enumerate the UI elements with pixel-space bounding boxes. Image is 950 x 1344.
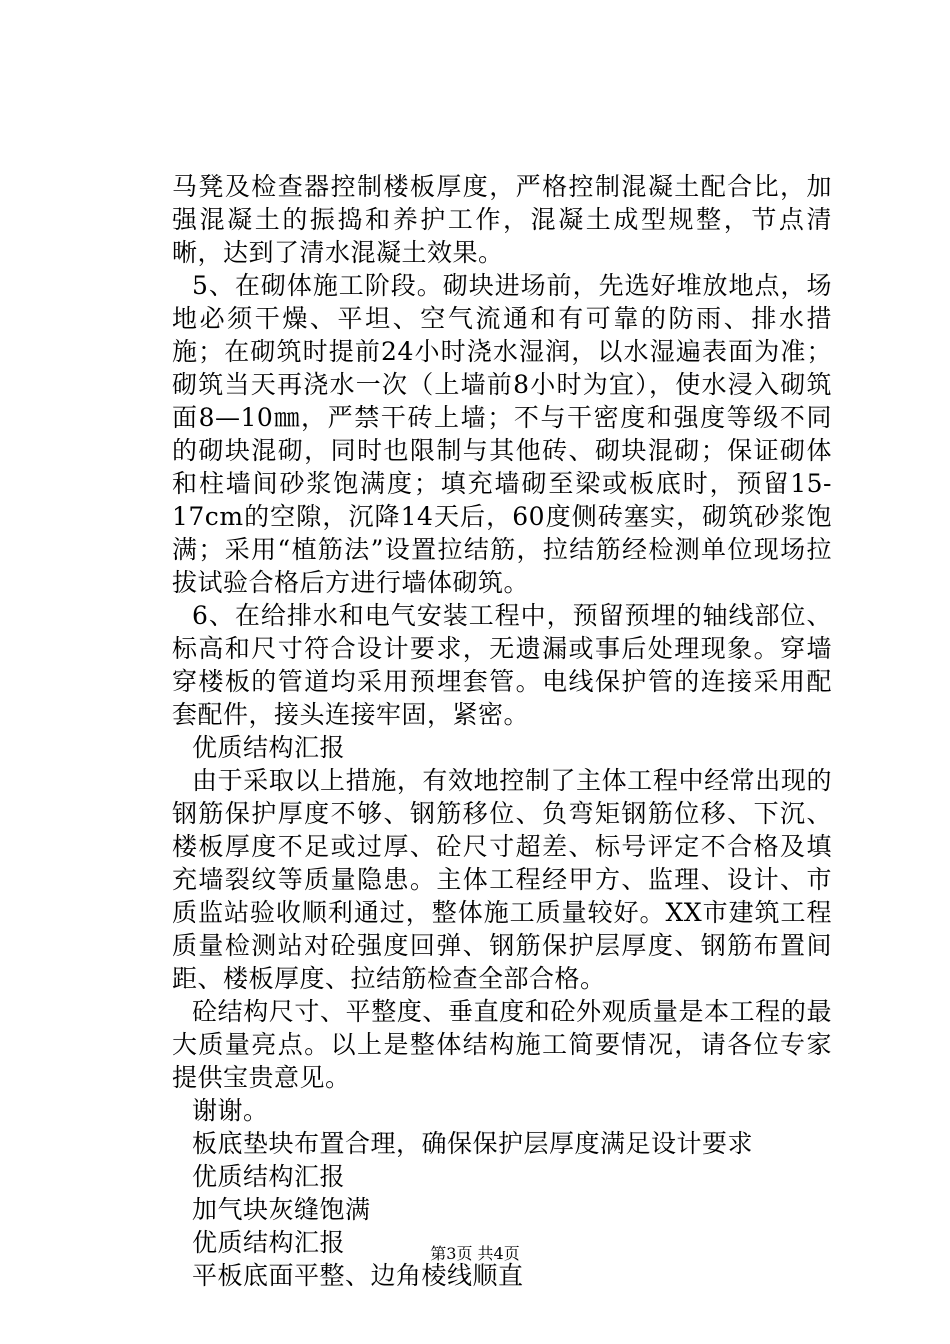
document-body <box>172 170 832 1292</box>
paragraph: 谢谢。 <box>192 1096 269 1125</box>
section-heading: 优质结构汇报 <box>192 1228 346 1257</box>
paragraph: 5、在砌体施工阶段。砌块进场前，先选好堆放地点，场地必须干燥、平坦、空气流通和有可靠的防雨、排水措施；在砌筑时提前24小时浇水湿润，以水湿遍表面为准；砌筑当天再浇水一次（上墙前8小时为宜），使水浸入砌筑面8—10㎜，严禁干砖上墙；不与干密度和强度等级不同的砌块混砌，同时也限制与其他砖、砌块混砌；保证砌体和柱墙间砂浆饱满度；填充墙砌至梁或板底时，预留15-17cm的空隙，沉降14天后，60度侧砖塞实，砌筑砂浆饱满；采用“植筋法”设置拉结筋，拉结筋经检测单位现场拉拔试验合格后方进行墙体砌筑。 <box>172 271 832 597</box>
paragraph: 马凳及检查器控制楼板厚度，严格控制混凝土配合比，加强混凝土的振捣和养护工作，混凝土成型规整，节点清晰，达到了清水混凝土效果。 <box>172 172 832 267</box>
section-heading: 优质结构汇报 <box>192 733 346 762</box>
page-footer: 第3页 共4页 <box>430 1244 520 1263</box>
paragraph: 板底垫块布置合理，确保保护层厚度满足设计要求 <box>192 1129 754 1158</box>
paragraph: 加气块灰缝饱满 <box>192 1195 371 1224</box>
section-heading: 优质结构汇报 <box>192 1162 346 1191</box>
paragraph: 由于采取以上措施，有效地控制了主体工程中经常出现的钢筋保护厚度不够、钢筋移位、负弯矩钢筋位移、下沉、楼板厚度不足或过厚、砼尺寸超差、标号评定不合格及填充墙裂纹等质量隐患。主体工程经甲方、监理、设计、市质监站验收顺利通过，整体施工质量较好。XX市建筑工程质量检测站对砼强度回弹、钢筋保护层厚度、钢筋布置间距、楼板厚度、拉结筋检查全部合格。 <box>172 766 832 993</box>
paragraph: 平板底面平整、边角棱线顺直 <box>192 1261 524 1290</box>
paragraph: 6、在给排水和电气安装工程中，预留预埋的轴线部位、标高和尺寸符合设计要求，无遗漏或事后处理现象。穿墙穿楼板的管道均采用预埋套管。电线保护管的连接采用配套配件，接头连接牢固，紧密。 <box>172 601 832 729</box>
paragraph: 砼结构尺寸、平整度、垂直度和砼外观质量是本工程的最大质量亮点。以上是整体结构施工简要情况，请各位专家提供宝贵意见。 <box>172 997 832 1092</box>
